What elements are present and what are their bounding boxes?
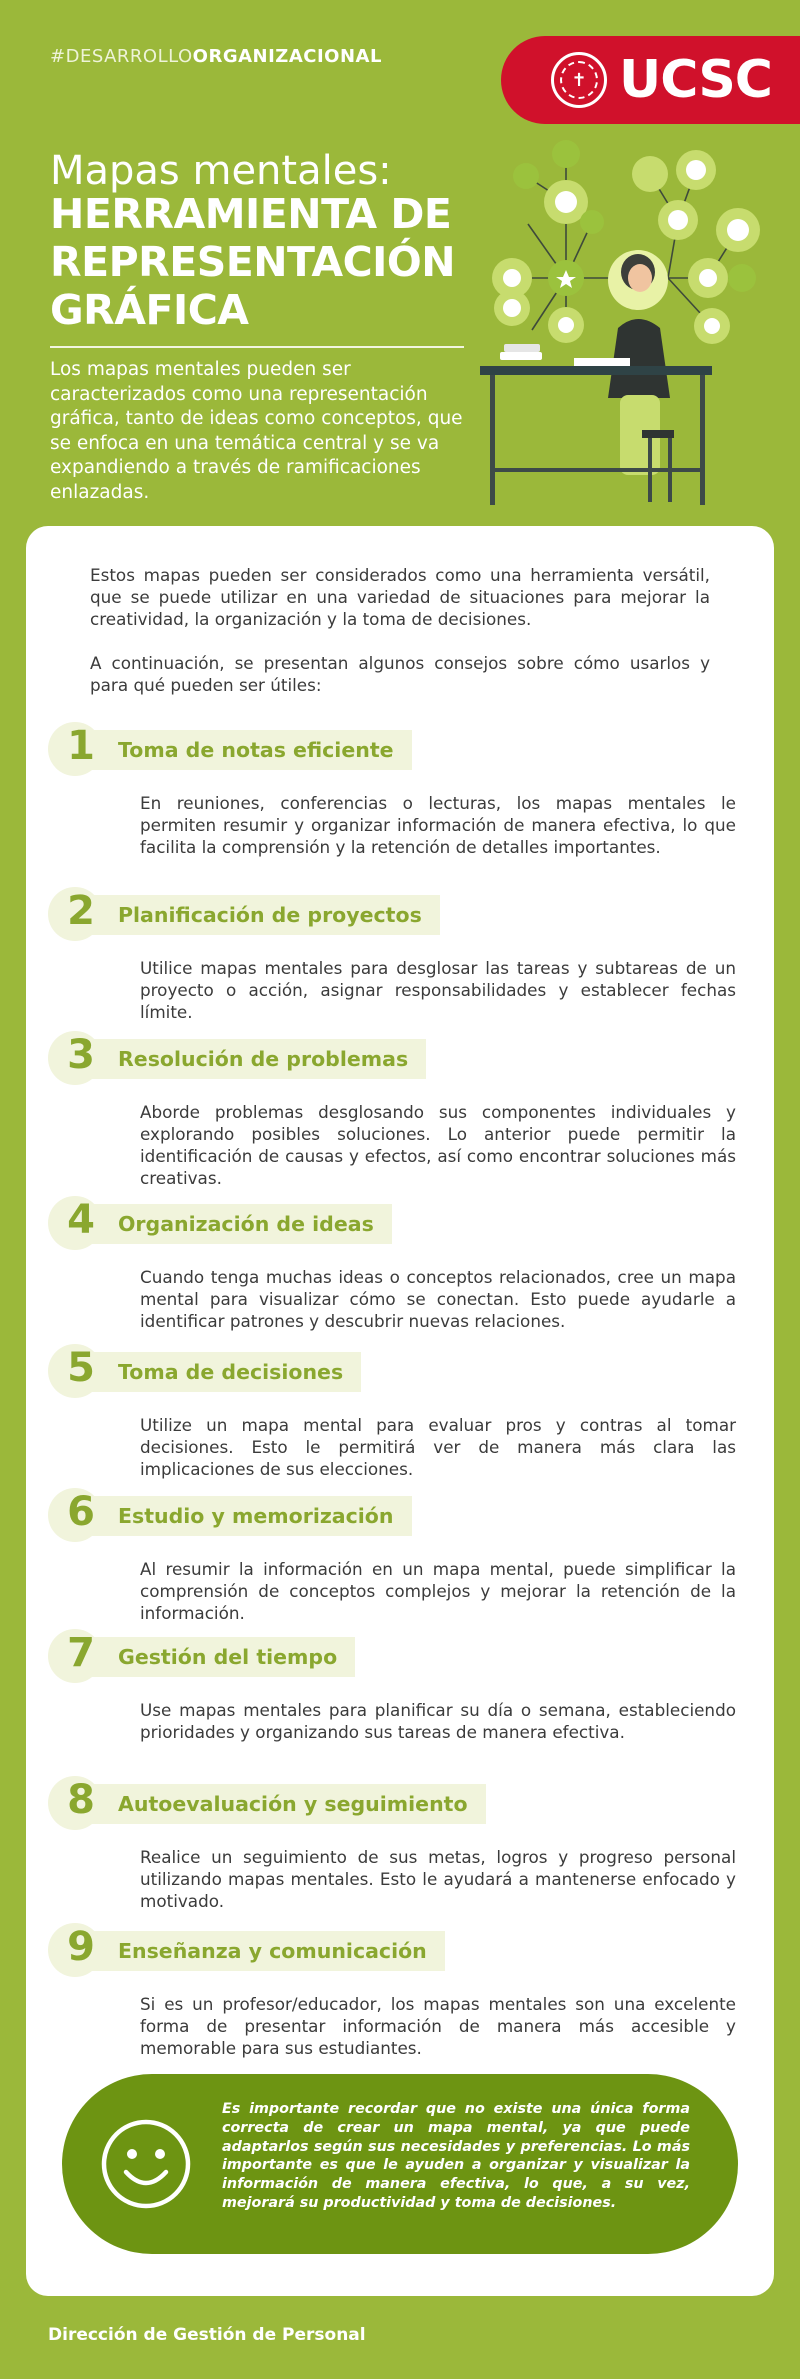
tip-body: Utilice mapas mentales para desglosar las tareas y subtareas de un proyecto o acción, asignar responsabilidades y establecer fechas límite.: [140, 958, 736, 1022]
tip-title: Gestión del tiempo: [118, 1645, 338, 1669]
tip-number: 4: [67, 1197, 95, 1243]
tip-1: [48, 722, 738, 857]
tip-5: [48, 1344, 738, 1479]
tip-2: [48, 887, 738, 1022]
intro-paragraph: Los mapas mentales pueden ser caracterizados como una representación gráfica, tanto de ideas como conceptos, que se enfoca en una temática central y se va expandiendo a través de ramificaciones enlazadas.: [50, 359, 463, 503]
ucsc-logo: [501, 36, 800, 124]
tip-number: 5: [67, 1345, 95, 1391]
tip-title: Toma de decisiones: [118, 1360, 344, 1384]
tip-body: Use mapas mentales para planificar su día o semana, estableciendo prioridades y organizando sus tareas de manera efectiva.: [140, 1700, 736, 1742]
tip-body: Cuando tenga muchas ideas o conceptos relacionados, cree un mapa mental para visualizar cómo se conectan. Esto puede ayudarle a identificar patrones y descubrir nuevas relaciones.: [140, 1267, 736, 1331]
tip-number: 7: [67, 1630, 95, 1676]
content-card: [26, 526, 774, 2296]
tip-title: Estudio y memorización: [118, 1504, 394, 1528]
tip-7: [48, 1629, 738, 1742]
tip-title: Resolución de problemas: [118, 1047, 409, 1071]
tip-number: 8: [67, 1777, 95, 1823]
note-text: Es importante recordar que no existe una única forma correcta de crear un mapa mental, ya que puede adaptarlos según sus necesidades y preferencias. Lo más importante es que le ayuden a organizar y visualizar la información de manera efectiva, lo que, a su vez, mejorará su productividad y toma de decisiones.: [222, 2101, 690, 2211]
tip-4: [48, 1196, 738, 1331]
intro-text-2: A continuación, se presentan algunos consejos sobre cómo usarlos y para qué pueden ser útiles:: [90, 653, 710, 695]
tip-3: [48, 1031, 738, 1188]
tip-body: Al resumir la información en un mapa mental, puede simplificar la comprensión de conceptos complejos y mejorar la retención de la información.: [140, 1559, 736, 1623]
tip-number: 2: [67, 888, 95, 934]
brand-name: UCSC: [619, 50, 772, 110]
tip-title: Enseñanza y comunicación: [118, 1939, 427, 1963]
hashtag: #DESARROLLOORGANIZACIONAL: [50, 46, 382, 67]
tip-title: Toma de notas eficiente: [118, 738, 394, 762]
tip-number: 1: [67, 723, 95, 769]
tip-body: En reuniones, conferencias o lecturas, los mapas mentales le permiten resumir y organizar información de manera efectiva, lo que facilita la comprensión y la retención de detalles importantes.: [140, 793, 736, 857]
tip-9: [48, 1923, 738, 2058]
tip-title: Autoevaluación y seguimiento: [118, 1792, 468, 1816]
tip-body: Si es un profesor/educador, los mapas mentales son una excelente forma de presentar información de manera más accesible y memorable para sus estudiantes.: [140, 1994, 736, 2058]
tip-number: 9: [67, 1924, 95, 1970]
tip-body: Aborde problemas desglosando sus componentes individuales y explorando posibles soluciones. Lo anterior puede permitir la identificación de causas y efectos, así como encontrar soluciones más creativas.: [140, 1102, 736, 1188]
university-seal-icon: ✝: [551, 52, 607, 108]
closing-note: [62, 2074, 738, 2254]
smiley-icon: [100, 2118, 192, 2210]
footer-department: Dirección de Gestión de Personal: [48, 2325, 366, 2345]
tip-number: 3: [67, 1032, 95, 1078]
title-divider: [50, 346, 464, 348]
tip-title: Organización de ideas: [118, 1212, 374, 1236]
tip-body: Utilize un mapa mental para evaluar pros y contras al tomar decisiones. Esto le permitirá ver de manera más clara las implicaciones de sus elecciones.: [140, 1415, 736, 1479]
tip-6: [48, 1488, 738, 1623]
tip-8: [48, 1776, 738, 1911]
intro-text-1: Estos mapas pueden ser considerados como una herramienta versátil, que se puede utilizar en una variedad de situaciones para mejorar la creatividad, la organización y la toma de decisiones.: [90, 565, 710, 629]
tip-number: 6: [67, 1489, 95, 1535]
tip-body: Realice un seguimiento de sus metas, logros y progreso personal utilizando mapas mentales. Esto le ayudará a mantenerse enfocado y motivado.: [140, 1847, 736, 1911]
title-light: Mapas mentales:: [50, 148, 392, 194]
mind-map-illustration: [470, 130, 770, 510]
tip-title: Planificación de proyectos: [118, 903, 422, 927]
title-bold: HERRAMIENTA DE REPRESENTACIÓN GRÁFICA: [50, 190, 456, 334]
